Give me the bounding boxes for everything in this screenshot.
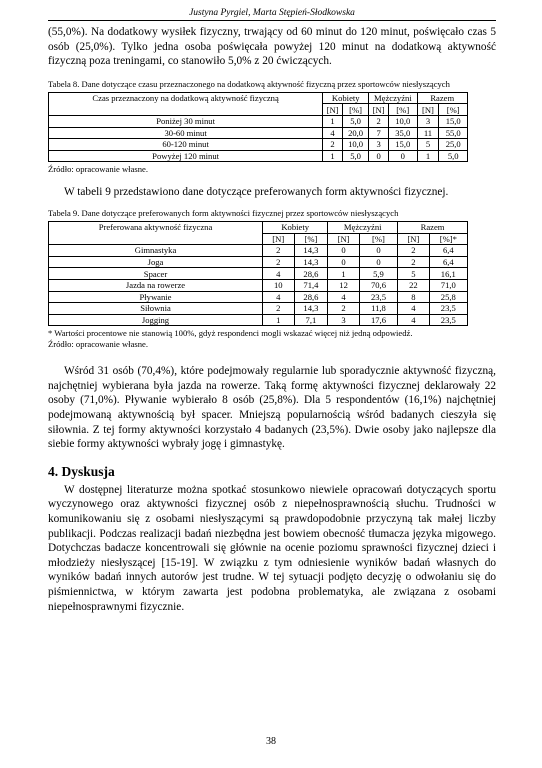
table-cell: 0 bbox=[328, 256, 360, 268]
table-cell: 1 bbox=[323, 115, 343, 127]
row-label: Gimnastyka bbox=[49, 245, 263, 257]
table-cell: 23,5 bbox=[429, 314, 467, 326]
row-label: Pływanie bbox=[49, 291, 263, 303]
table-cell: 4 bbox=[323, 127, 343, 139]
table-cell: 20,0 bbox=[342, 127, 368, 139]
table-row bbox=[49, 279, 468, 291]
table-cell: 2 bbox=[369, 115, 389, 127]
group-header: Razem bbox=[417, 92, 468, 104]
table-row bbox=[49, 303, 468, 315]
table8 bbox=[48, 92, 468, 163]
row-label: Siłownia bbox=[49, 303, 263, 315]
unit-header: [%] bbox=[388, 104, 417, 116]
row-label: 30-60 minut bbox=[49, 127, 323, 139]
table-cell: 70,6 bbox=[359, 279, 397, 291]
results-paragraph: Wśród 31 osób (70,4%), które podejmowały regularnie lub sporadycznie aktywność fizyczną, najchętniej wybierana była jazda na rowerze. Taką formę aktywności fizycznej deklarowały 22 osoby (71,0%). Pływanie wybierało 8 osób (25,8%). Dla 5 respondentów (16,1%) najchętniej podejmowaną aktywnością był spacer. Mniejszą popularnością wśród badanych cieszyła się siłownia. Z tej formy aktywności korzystało 4 badanych (23,5%). Dwie osoby jako najlepsze dla siebie formy aktywności wybrały jogę i gimnastykę. bbox=[48, 365, 496, 451]
table-cell: 7 bbox=[369, 127, 389, 139]
unit-header: [%] bbox=[342, 104, 368, 116]
table-cell: 12 bbox=[328, 279, 360, 291]
table-cell: 0 bbox=[388, 150, 417, 162]
table-cell: 25,8 bbox=[429, 291, 467, 303]
table-cell: 1 bbox=[417, 150, 439, 162]
table-cell: 28,6 bbox=[294, 268, 328, 280]
unit-header: [N] bbox=[369, 104, 389, 116]
table-cell: 2 bbox=[398, 256, 430, 268]
group-header: Mężczyźni bbox=[369, 92, 417, 104]
table-row bbox=[49, 115, 468, 127]
table-cell: 6,4 bbox=[429, 245, 467, 257]
table-cell: 2 bbox=[263, 245, 295, 257]
table9-footnote: * Wartości procentowe nie stanowią 100%, gdyż respondenci mogli wskazać więcej niż jedną odpowiedź. bbox=[48, 328, 413, 339]
table-cell: 11,8 bbox=[359, 303, 397, 315]
row-label: Spacer bbox=[49, 268, 263, 280]
row-label: Poniżej 30 minut bbox=[49, 115, 323, 127]
table-cell: 11 bbox=[417, 127, 439, 139]
table-cell: 4 bbox=[263, 291, 295, 303]
group-header: Razem bbox=[398, 221, 468, 233]
table-cell: 4 bbox=[398, 314, 430, 326]
table-cell: 22 bbox=[398, 279, 430, 291]
table-cell: 4 bbox=[328, 291, 360, 303]
table-cell: 10 bbox=[263, 279, 295, 291]
table-cell: 5,9 bbox=[359, 268, 397, 280]
table-cell: 2 bbox=[328, 303, 360, 315]
table-cell: 14,3 bbox=[294, 245, 328, 257]
table-cell: 6,4 bbox=[429, 256, 467, 268]
table-cell: 5,0 bbox=[439, 150, 468, 162]
intro-paragraph: (55,0%). Na dodatkowy wysiłek fizyczny, trwający od 60 minut do 120 minut, poświęcało czas 5 osób (25,0%). Tylko jedna osoba poświęcała powyżej 120 minut na dodatkową aktywność fizyczną poza treningami, co stanowiło 5,0% z 20 ćwiczących. bbox=[48, 26, 496, 68]
section-heading: 4. Dyskusja bbox=[48, 463, 115, 479]
unit-header: [%] bbox=[359, 233, 397, 245]
table-row bbox=[49, 268, 468, 280]
table-cell: 71,4 bbox=[294, 279, 328, 291]
table8-source: Źródło: opracowanie własne. bbox=[48, 164, 148, 175]
group-header: Kobiety bbox=[323, 92, 369, 104]
discussion-paragraph: W dostępnej literaturze można spotkać stosunkowo niewiele opracowań dotyczących sportu wyczynowego oraz aktywności fizycznej osób z niepełnosprawnością słuchu. Trudności w komunikowaniu się z osobami niesłyszącymi są prawdopodobnie przyczyną tak małej liczby publikacji. Podczas realizacji badań niezbędna jest bowiem obecność tłumacza języka migowego. Dotychczas badacze koncentrowali się głównie na ocenie poziomu sprawności fizycznej dzieci i młodzieży niesłyszącej [15-19]. W związku z tym odniesienie wyników badań własnych do wyników badań innych autorów jest trudne. W tej sytuacji podjęto decyzję o odwołaniu się do piśmiennictwa, w którym zawarta jest podobna problematyka, ale związana z osobami niepełnosprawnymi fizycznie. bbox=[48, 483, 496, 613]
table9-intro: W tabeli 9 przedstawiono dane dotyczące preferowanych form aktywności fizycznej. bbox=[64, 186, 449, 199]
table-cell: 28,6 bbox=[294, 291, 328, 303]
unit-header: [%] bbox=[294, 233, 328, 245]
table-cell: 25,0 bbox=[439, 139, 468, 151]
unit-header: [N] bbox=[328, 233, 360, 245]
table-cell: 17,6 bbox=[359, 314, 397, 326]
table9-caption: Tabela 9. Dane dotyczące preferowanych form aktywności fizycznej przez sportowców niesłyszących bbox=[48, 207, 399, 218]
table-row bbox=[49, 139, 468, 151]
table-cell: 55,0 bbox=[439, 127, 468, 139]
table-header-row bbox=[49, 92, 468, 104]
table-cell: 15,0 bbox=[388, 139, 417, 151]
table-row bbox=[49, 150, 468, 162]
table-cell: 2 bbox=[323, 139, 343, 151]
row-label: Powyżej 120 minut bbox=[49, 150, 323, 162]
table-row bbox=[49, 291, 468, 303]
table-cell: 2 bbox=[263, 256, 295, 268]
table9 bbox=[48, 221, 468, 326]
table-header-row bbox=[49, 221, 468, 233]
table-row bbox=[49, 245, 468, 257]
table-cell: 4 bbox=[263, 268, 295, 280]
table-cell: 5,0 bbox=[342, 150, 368, 162]
table-cell: 2 bbox=[398, 245, 430, 257]
table-cell: 23,5 bbox=[359, 291, 397, 303]
table-cell: 3 bbox=[369, 139, 389, 151]
table-cell: 0 bbox=[328, 245, 360, 257]
column-header: Czas przeznaczony na dodatkową aktywność fizyczną bbox=[49, 92, 323, 115]
table-cell: 0 bbox=[359, 245, 397, 257]
table9-source: Źródło: opracowanie własne. bbox=[48, 339, 148, 350]
table-cell: 15,0 bbox=[439, 115, 468, 127]
table-cell: 0 bbox=[369, 150, 389, 162]
table-row bbox=[49, 127, 468, 139]
row-label: 60-120 minut bbox=[49, 139, 323, 151]
running-head: Justyna Pyrgiel, Marta Stępień-Słodkowska bbox=[48, 8, 496, 21]
table-cell: 3 bbox=[417, 115, 439, 127]
group-header: Mężczyźni bbox=[328, 221, 398, 233]
table-cell: 71,0 bbox=[429, 279, 467, 291]
table-cell: 10,0 bbox=[388, 115, 417, 127]
unit-header: [%] bbox=[439, 104, 468, 116]
table-cell: 3 bbox=[328, 314, 360, 326]
page-number: 38 bbox=[266, 736, 276, 747]
unit-header: [%]* bbox=[429, 233, 467, 245]
table-cell: 23,5 bbox=[429, 303, 467, 315]
table-cell: 16,1 bbox=[429, 268, 467, 280]
table8-caption: Tabela 8. Dane dotyczące czasu przeznaczonego na dodatkową aktywność fizyczną przez sportowców niesłyszących bbox=[48, 78, 450, 89]
page-body bbox=[48, 8, 496, 614]
table-cell: 1 bbox=[323, 150, 343, 162]
row-label: Joga bbox=[49, 256, 263, 268]
table-cell: 14,3 bbox=[294, 303, 328, 315]
column-header: Preferowana aktywność fizyczna bbox=[49, 221, 263, 244]
row-label: Jogging bbox=[49, 314, 263, 326]
table-cell: 1 bbox=[328, 268, 360, 280]
table-cell: 5 bbox=[417, 139, 439, 151]
table-cell: 4 bbox=[398, 303, 430, 315]
table-row bbox=[49, 256, 468, 268]
unit-header: [N] bbox=[263, 233, 295, 245]
row-label: Jazda na rowerze bbox=[49, 279, 263, 291]
table-cell: 5,0 bbox=[342, 115, 368, 127]
table-row bbox=[49, 314, 468, 326]
unit-header: [N] bbox=[417, 104, 439, 116]
unit-header: [N] bbox=[398, 233, 430, 245]
table-cell: 14,3 bbox=[294, 256, 328, 268]
table-cell: 0 bbox=[359, 256, 397, 268]
table-cell: 7,1 bbox=[294, 314, 328, 326]
table-cell: 8 bbox=[398, 291, 430, 303]
table-cell: 10,0 bbox=[342, 139, 368, 151]
table-cell: 5 bbox=[398, 268, 430, 280]
table-cell: 1 bbox=[263, 314, 295, 326]
group-header: Kobiety bbox=[263, 221, 328, 233]
unit-header: [N] bbox=[323, 104, 343, 116]
table-cell: 2 bbox=[263, 303, 295, 315]
table-cell: 35,0 bbox=[388, 127, 417, 139]
